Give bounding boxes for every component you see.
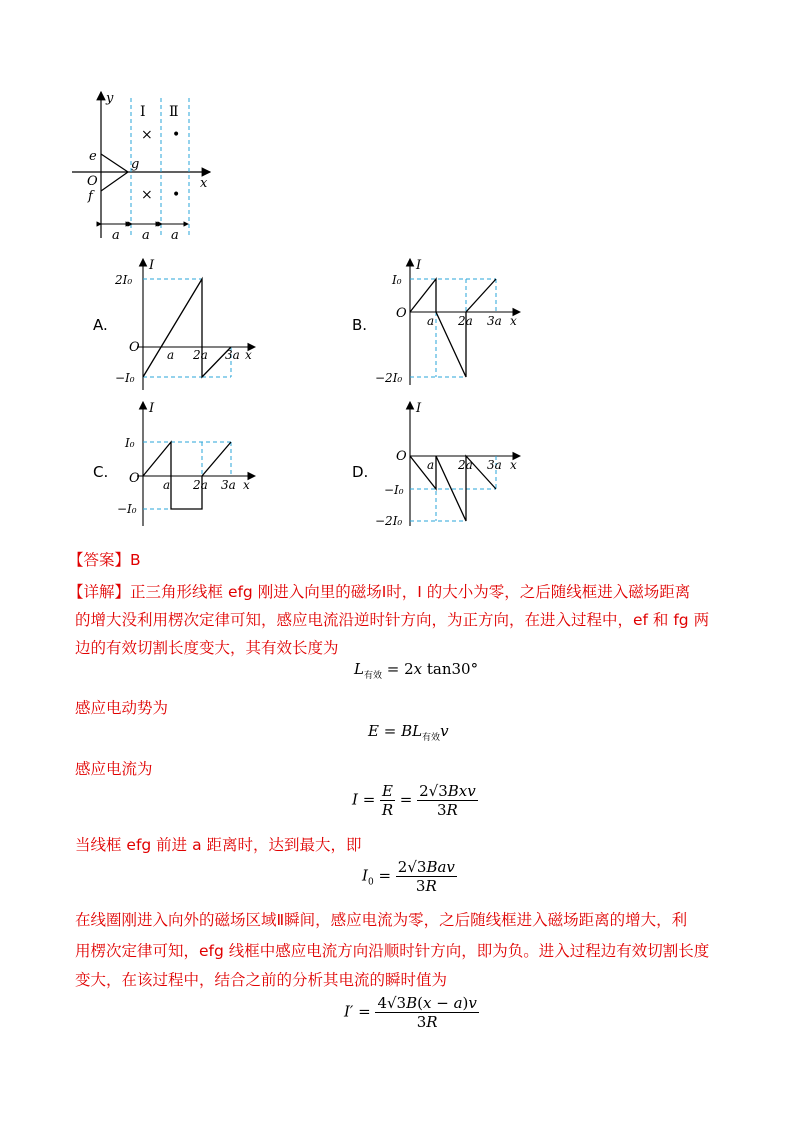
y-bottom-label: −2I₀ (375, 514, 403, 528)
text-max: 当线框 efg 前进 a 距离时，达到最大，即 (75, 836, 362, 854)
detail-line-2: 的增大没利用楞次定律可知，感应电流沿逆时针方向，为正方向，在进入过程中，ef 和 fg 两 (75, 611, 710, 629)
tick-2a: 2a (193, 348, 208, 362)
region-1-label: Ⅰ (140, 104, 146, 120)
region-2-label: Ⅱ (169, 104, 179, 120)
equation-current: I = $\frac{E}{R}$ = $\frac{\text{2√3Bxv}}{3R}$ (352, 782, 476, 819)
equation-i0: $I_0$ = $\frac{\text{2√3Bav}}{3R}$ (362, 858, 455, 895)
setup-figure (60, 88, 240, 253)
y-top-label: I₀ (392, 273, 402, 287)
origin-label: O (396, 449, 407, 464)
option-c-label: C. (93, 463, 109, 481)
detail-line-3: 边的有效切割长度变大，其有效长度为 (75, 639, 339, 657)
width-label: a (171, 228, 179, 243)
equation-i-prime: I′ = $\frac{4√3B(x - a)v}{3R}$ (344, 994, 477, 1031)
detail-tag: 【详解】 (68, 583, 131, 601)
text-emf: 感应电动势为 (75, 699, 169, 717)
tick-3a: 3a (487, 314, 502, 328)
axis-x-label: x (243, 478, 250, 492)
origin-label: O (129, 340, 140, 355)
current-curve (143, 279, 231, 377)
option-a-graph (115, 255, 265, 395)
vertex-f-label: f (88, 189, 93, 204)
option-b-label: B. (352, 316, 368, 334)
equation-emf: $E = BL_{有效}v$ (368, 722, 449, 743)
origin-label: O (129, 471, 140, 486)
origin-label: O (396, 306, 407, 321)
y-top-label: 2I₀ (115, 273, 133, 287)
width-label: a (112, 228, 120, 243)
option-d-label: D. (352, 463, 369, 481)
current-curve (410, 279, 496, 377)
text-current: 感应电流为 (75, 760, 153, 778)
tick-2a: 2a (193, 478, 208, 492)
origin-label: O (87, 174, 98, 189)
y-top-label: −I₀ (384, 483, 404, 497)
y-bottom-label: −2I₀ (375, 371, 403, 385)
tick-a: a (427, 458, 435, 472)
vertex-g-label: g (131, 157, 140, 172)
out-field-mark: • (172, 187, 181, 203)
tick-a: a (427, 314, 435, 328)
detail-text: 正三角形线框 efg 刚进入向里的磁场Ⅰ时，I 的大小为零，之后随线框进入磁场距离 (130, 583, 691, 601)
in-field-mark: × (141, 187, 153, 203)
tick-3a: 3a (225, 348, 240, 362)
tick-a: a (163, 478, 171, 492)
option-d-graph (372, 398, 532, 528)
axis-y-label: y (106, 91, 114, 106)
detail-line-1 (68, 578, 728, 606)
option-b-graph (372, 255, 532, 390)
tick-3a: 3a (487, 458, 502, 472)
option-a-label: A. (93, 316, 108, 334)
detail-line-6: 用楞次定律可知，efg 线框中感应电流方向沿顺时针方向，即为负。进入过程边有效切割长度 (75, 942, 710, 960)
option-c-graph (115, 398, 265, 528)
axis-x-label: x (245, 348, 252, 362)
width-label: a (142, 228, 150, 243)
tick-3a: 3a (221, 478, 236, 492)
out-field-mark: • (172, 127, 181, 143)
detail-line-5: 在线圈刚进入向外的磁场区域Ⅱ瞬间，感应电流为零，之后随线框进入磁场距离的增大，利 (75, 911, 688, 929)
axis-x-label: x (200, 176, 208, 191)
y-bottom-label: −I₀ (115, 371, 135, 385)
detail-line-7: 变大，在该过程中，结合之前的分析其电流的瞬时值为 (75, 971, 448, 989)
equation-effective-length: $L_{有效} = 2x$ tan30° (354, 660, 479, 681)
in-field-mark: × (141, 127, 153, 143)
answer-tag: 【答案】 (68, 551, 131, 569)
axis-x-label: x (510, 314, 517, 328)
tick-2a: 2a (458, 458, 473, 472)
axis-i-label: I (416, 258, 422, 273)
axis-i-label: I (416, 401, 422, 416)
answer-value: B (130, 551, 141, 569)
axis-x-label: x (510, 458, 517, 472)
axis-i-label: I (149, 401, 155, 416)
y-top-label: I₀ (125, 436, 135, 450)
tick-2a: 2a (458, 314, 473, 328)
answer-line (68, 546, 728, 574)
y-bottom-label: −I₀ (117, 502, 137, 516)
tick-a: a (167, 348, 175, 362)
vertex-e-label: e (89, 149, 97, 164)
axis-i-label: I (149, 258, 155, 273)
